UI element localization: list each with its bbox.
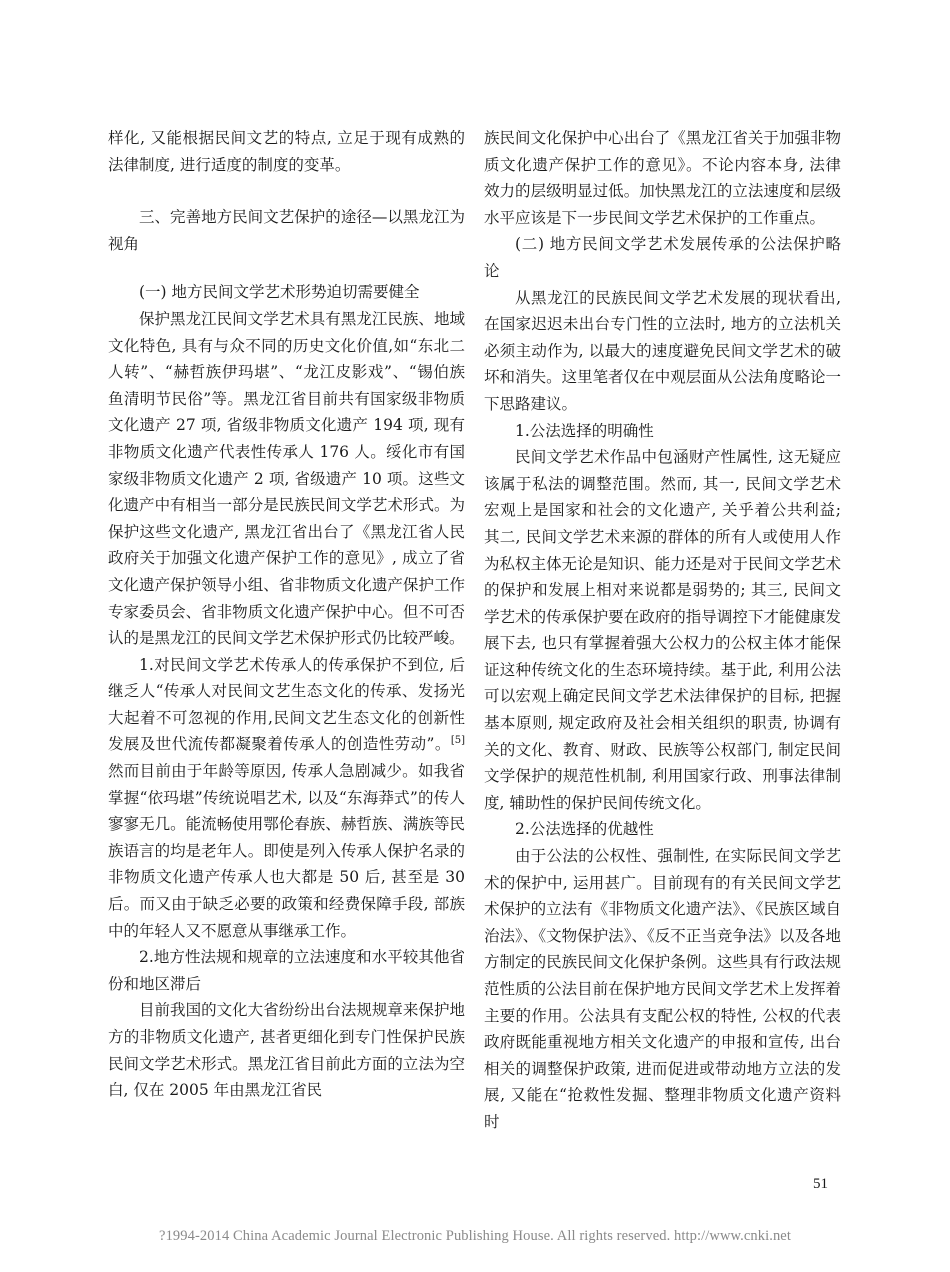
paragraph: 目前我国的文化大省纷纷出台法规规章来保护地方的非物质文化遗产, 甚者更细化到专门性保护民族民间文学艺术形式。黑龙江省目前此方面的立法为空白, 仅在 2005 年由黑龙江省民 (108, 1001, 465, 1100)
citation-marker: [5] (450, 735, 465, 747)
paragraph: 民间文学艺术作品中包涵财产性属性, 这无疑应该属于私法的调整范围。然而, 其一, 民间文学艺术宏观上是国家和社会的文化遗产, 关乎着公共利益; 其二, 民间文学艺术来源的群体的所有人或使用人作为私权主体无论是知识、能力还是对于民间文学艺术的保护和发展上相对来说都是弱势的; 其三, 民间文学艺术的传承保护要在政府的指导调控下才能健康发展下去, 也只有掌握着强大公权力的公权主体才能保证这种传统文化的生态环境持续。基于此, 利用公法可以宏观上确定民间文学艺术法律保护的目标, 把握基本原则, 规定政府及社会相关组织的职责, 协调有关的文化、教育、财政、民族等公权部门, 制定民间文学保护的规范性机制, 利用国家行政、刑事法律制度, 辅助性的保护民间传统文化。 (484, 448, 841, 812)
list-item-heading: 2.地方性法规和规章的立法速度和水平较其他省份和地区滞后 (108, 948, 465, 993)
page-number: 51 (813, 1176, 828, 1192)
paragraph-continuation: 族民间文化保护中心出台了《黑龙江省关于加强非物质文化遗产保护工作的意见》。不论内容本身, 法律效力的层级明显过低。加快黑龙江的立法速度和层级水平应该是下一步民间文学艺术保护的工作重点。 (484, 129, 841, 227)
subsection-heading: (二) 地方民间文学艺术发展传承的公法保护略论 (484, 235, 841, 280)
paragraph-text: 1.对民间文学艺术传承人的传承保护不到位, 后继乏人“传承人对民间文艺生态文化的传承、发扬光大起着不可忽视的作用,民间文艺生态文化的创新性发展及世代流传都凝聚着传承人的创造性劳动”。 (108, 655, 465, 754)
section-heading: 三、完善地方民间文艺保护的途径—以黑龙江为视角 (108, 208, 465, 253)
paragraph-text: 然而目前由于年龄等原因, 传承人急剧减少。如我省掌握“依玛堪”传统说唱艺术, 以及“东海莽式”的传人寥寥无几。能流畅使用鄂伦春族、赫哲族、满族等民族语言的均是老年人。即使是列入传承人保护名录的非物质文化遗产传承人也大都是 50 后, 甚至是 30 后。而又由于缺乏必要的政策和经费保障手段, 部族中的年轻人又不愿意从事继承工作。 (108, 762, 465, 940)
list-item-heading: 1.公法选择的明确性 (515, 421, 654, 440)
paragraph: 保护黑龙江民间文学艺术具有黑龙江民族、地域文化特色, 具有与众不同的历史文化价值,如“东北二人转”、“赫哲族伊玛堪”、“龙江皮影戏”、“锡伯族鱼清明节民俗”等。黑龙江省目前共有国家级非物质文化遗产 27 项, 省级非物质文化遗产 194 项, 现有非物质文化遗产代表性传承人 176 人。绥化市有国家级非物质文化遗产 2 项, 省级遗产 10 项。这些文化遗产中有相当一部分是民族民间文学艺术形式。为保护这些文化遗产, 黑龙江省出台了《黑龙江省人民政府关于加强文化遗产保护工作的意见》, 成立了省文化遗产保护领导小组、省非物质文化遗产保护工作专家委员会、省非物质文化遗产保护中心。但不可否认的是黑龙江的民间文学艺术保护形式仍比较严峻。 (108, 309, 465, 648)
subsection-heading: (一) 地方民间文学艺术形势迫切需要健全 (139, 283, 420, 302)
paragraph-with-citation (108, 652, 465, 945)
paragraph: 由于公法的公权性、强制性, 在实际民间文学艺术的保护中, 运用甚广。目前现有的有关民间文学艺术保护的立法有《非物质文化遗产法》、《民族区域自治法》、《文物保护法》、《反不正当竞争法》以及各地方制定的民族民间文化保护条例。这些具有行政法规范性质的公法目前在保护地方民间文学艺术上发挥着主要的作用。公法具有支配公权的特性, 公权的代表政府既能重视地方相关文化遗产的申报和宣传, 出台相关的调整保护政策, 进而促进或带动地方立法的发展, 又能在“抢救性发掘、整理非物质文化遗产资料时 (484, 847, 841, 1131)
left-column (108, 125, 465, 1104)
paragraph: 从黑龙江的民族民间文学艺术发展的现状看出, 在国家迟迟未出台专门性的立法时, 地方的立法机关必须主动作为, 以最大的速度避免民间文学艺术的破坏和消失。这里笔者仅在中观层面从公法角度略论一下思路建议。 (484, 288, 841, 413)
right-column (484, 125, 841, 1136)
list-item-heading: 2.公法选择的优越性 (515, 820, 654, 839)
copyright-footer: ?1994-2014 China Academic Journal Electronic Publishing House. All rights reserved. http://www.cnki.net (159, 1228, 791, 1244)
paragraph-continuation: 样化, 又能根据民间文艺的特点, 立足于现有成熟的法律制度, 进行适度的制度的变革。 (108, 129, 465, 174)
